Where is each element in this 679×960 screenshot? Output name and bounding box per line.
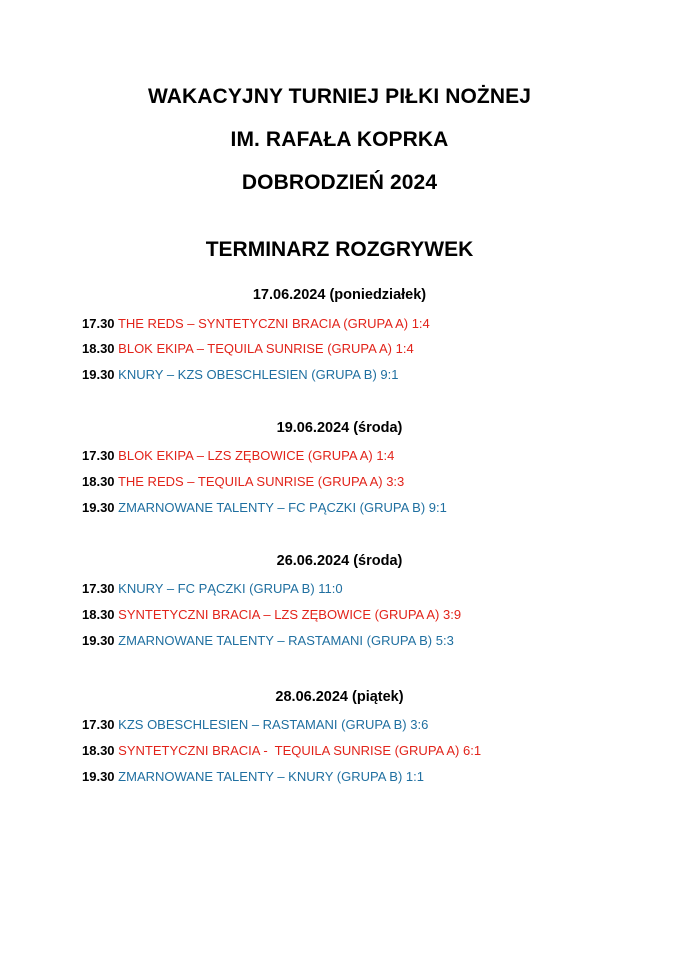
match-row (82, 500, 447, 515)
match-text: KNURY – FC PĄCZKI (GRUPA B) 11:0 (118, 581, 343, 596)
match-time: 19.30 (82, 633, 115, 648)
page-title-line-1: WAKACYJNY TURNIEJ PIŁKI NOŻNEJ (148, 85, 531, 108)
match-time: 17.30 (82, 316, 115, 331)
page-title-line-2: IM. RAFAŁA KOPRKA (230, 128, 449, 151)
match-text: BLOK EKIPA – LZS ZĘBOWICE (GRUPA A) 1:4 (118, 448, 395, 463)
match-time: 18.30 (82, 474, 115, 489)
match-row (82, 341, 414, 356)
match-row (82, 448, 394, 463)
day-date: 17.06.2024 (poniedziałek) (252, 287, 427, 303)
match-text: ZMARNOWANE TALENTY – KNURY (GRUPA B) 1:1 (118, 769, 424, 784)
match-text: ZMARNOWANE TALENTY – RASTAMANI (GRUPA B) 5:3 (118, 633, 454, 648)
match-text: BLOK EKIPA – TEQUILA SUNRISE (GRUPA A) 1:4 (118, 341, 414, 356)
match-time: 17.30 (82, 448, 115, 463)
match-time: 19.30 (82, 769, 115, 784)
match-text: SYNTETYCZNI BRACIA - TEQUILA SUNRISE (GRUPA A) 6:1 (118, 743, 482, 758)
match-text: THE REDS – TEQUILA SUNRISE (GRUPA A) 3:3 (117, 474, 405, 489)
match-text: KZS OBESCHLESIEN – RASTAMANI (GRUPA B) 3:6 (118, 717, 429, 732)
match-row (82, 367, 398, 382)
match-time: 18.30 (82, 341, 115, 356)
page-title-line-3: DOBRODZIEŃ 2024 (241, 171, 438, 194)
match-text: SYNTETYCZNI BRACIA – LZS ZĘBOWICE (GRUPA A) 3:9 (118, 607, 462, 622)
match-row (82, 717, 428, 732)
schedule-subtitle: TERMINARZ ROZGRYWEK (205, 238, 474, 261)
match-text: ZMARNOWANE TALENTY – FC PĄCZKI (GRUPA B) 9:1 (118, 500, 447, 515)
day-date: 26.06.2024 (środa) (276, 553, 403, 569)
match-row (82, 607, 461, 622)
day-date: 19.06.2024 (środa) (276, 420, 403, 436)
match-text: THE REDS – SYNTETYCZNI BRACIA (GRUPA A) 1:4 (117, 316, 430, 331)
match-row (82, 316, 430, 331)
day-date: 28.06.2024 (piątek) (275, 689, 404, 705)
match-row (82, 743, 481, 758)
match-time: 18.30 (82, 607, 115, 622)
match-row (82, 474, 404, 489)
match-time: 17.30 (82, 581, 115, 596)
match-time: 19.30 (82, 500, 115, 515)
match-row (82, 633, 454, 648)
match-time: 18.30 (82, 743, 115, 758)
match-time: 19.30 (82, 367, 115, 382)
match-time: 17.30 (82, 717, 115, 732)
match-row (82, 769, 424, 784)
match-row (82, 581, 343, 596)
match-text: KNURY – KZS OBESCHLESIEN (GRUPA B) 9:1 (118, 367, 399, 382)
